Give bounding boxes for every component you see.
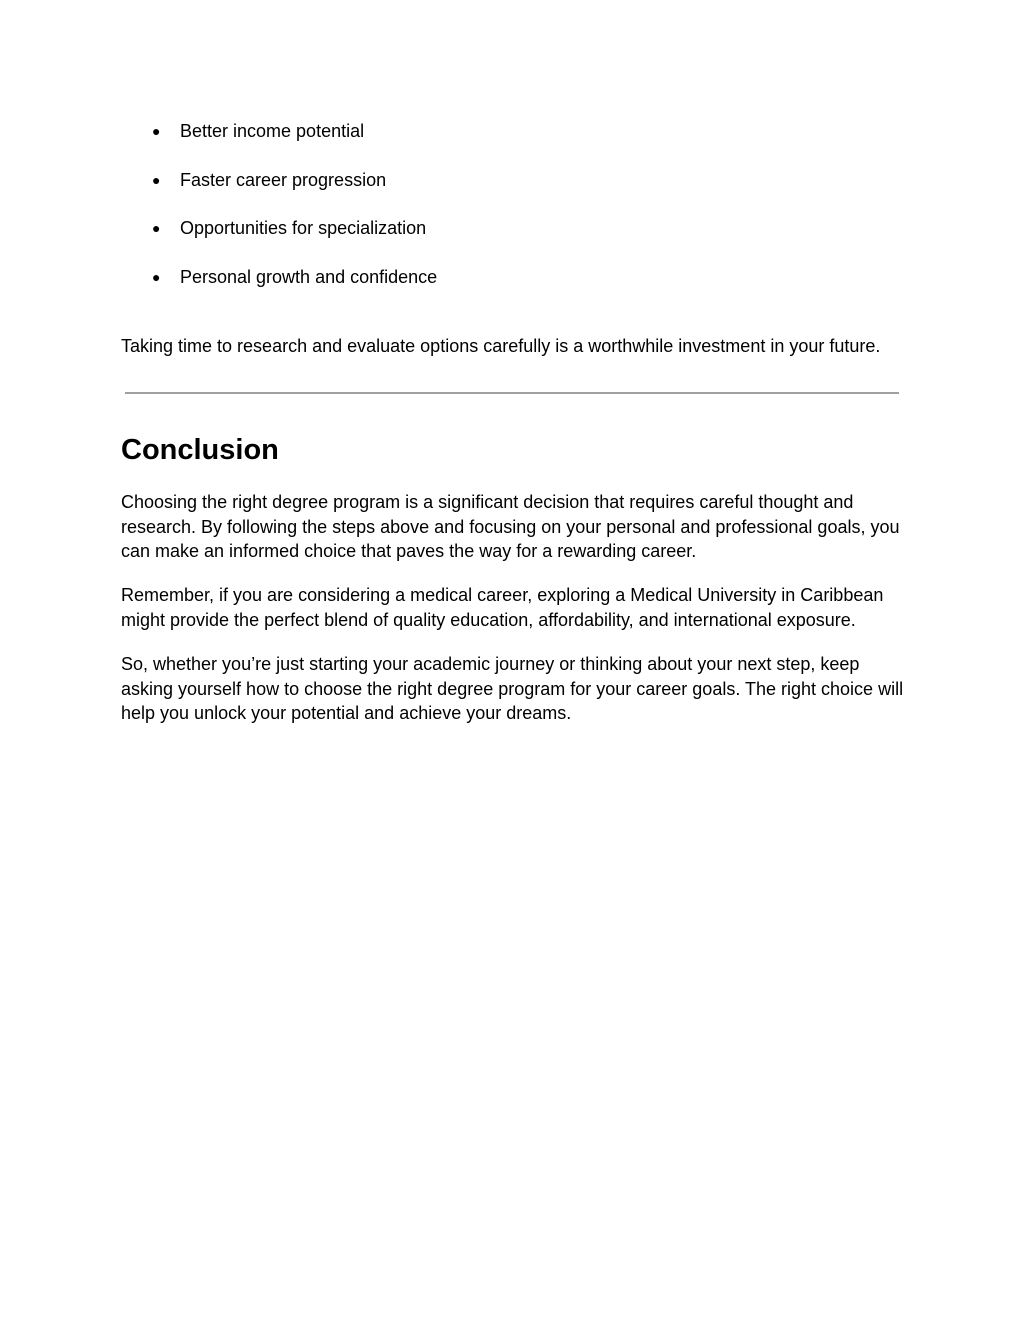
intro-paragraph: Taking time to research and evaluate options carefully is a worthwhile investment in your future.	[121, 336, 881, 356]
list-item-text: Better income potential	[180, 121, 365, 141]
bullet-icon: ●	[152, 220, 161, 237]
list-item-text: Personal growth and confidence	[180, 267, 438, 288]
section-divider	[125, 392, 899, 394]
conclusion-paragraph-3: So, whether you’re just starting your academic journey or thinking about your next step, keep asking yourself how to choose the right degree program for your career goals. The right choice will help you unlock your potential and achieve your dreams.	[121, 654, 904, 723]
conclusion-paragraph-1: Choosing the right degree program is a significant decision that requires careful thought and research. By following the steps above and focusing on your personal and professional goals, you can make an informed choice that paves the way for a rewarding career.	[121, 492, 900, 561]
conclusion-heading: Conclusion	[121, 434, 279, 466]
bullet-icon: ●	[152, 269, 161, 286]
list-item-text: Opportunities for specialization	[180, 218, 427, 239]
conclusion-paragraph-2: Remember, if you are considering a medical career, exploring a Medical University in Caribbean might provide the perfect blend of quality education, affordability, and international exposure.	[121, 585, 884, 630]
bullet-icon: ●	[152, 171, 161, 188]
list-item-text: Faster career progression	[180, 169, 387, 190]
bullet-icon: ●	[152, 123, 161, 139]
